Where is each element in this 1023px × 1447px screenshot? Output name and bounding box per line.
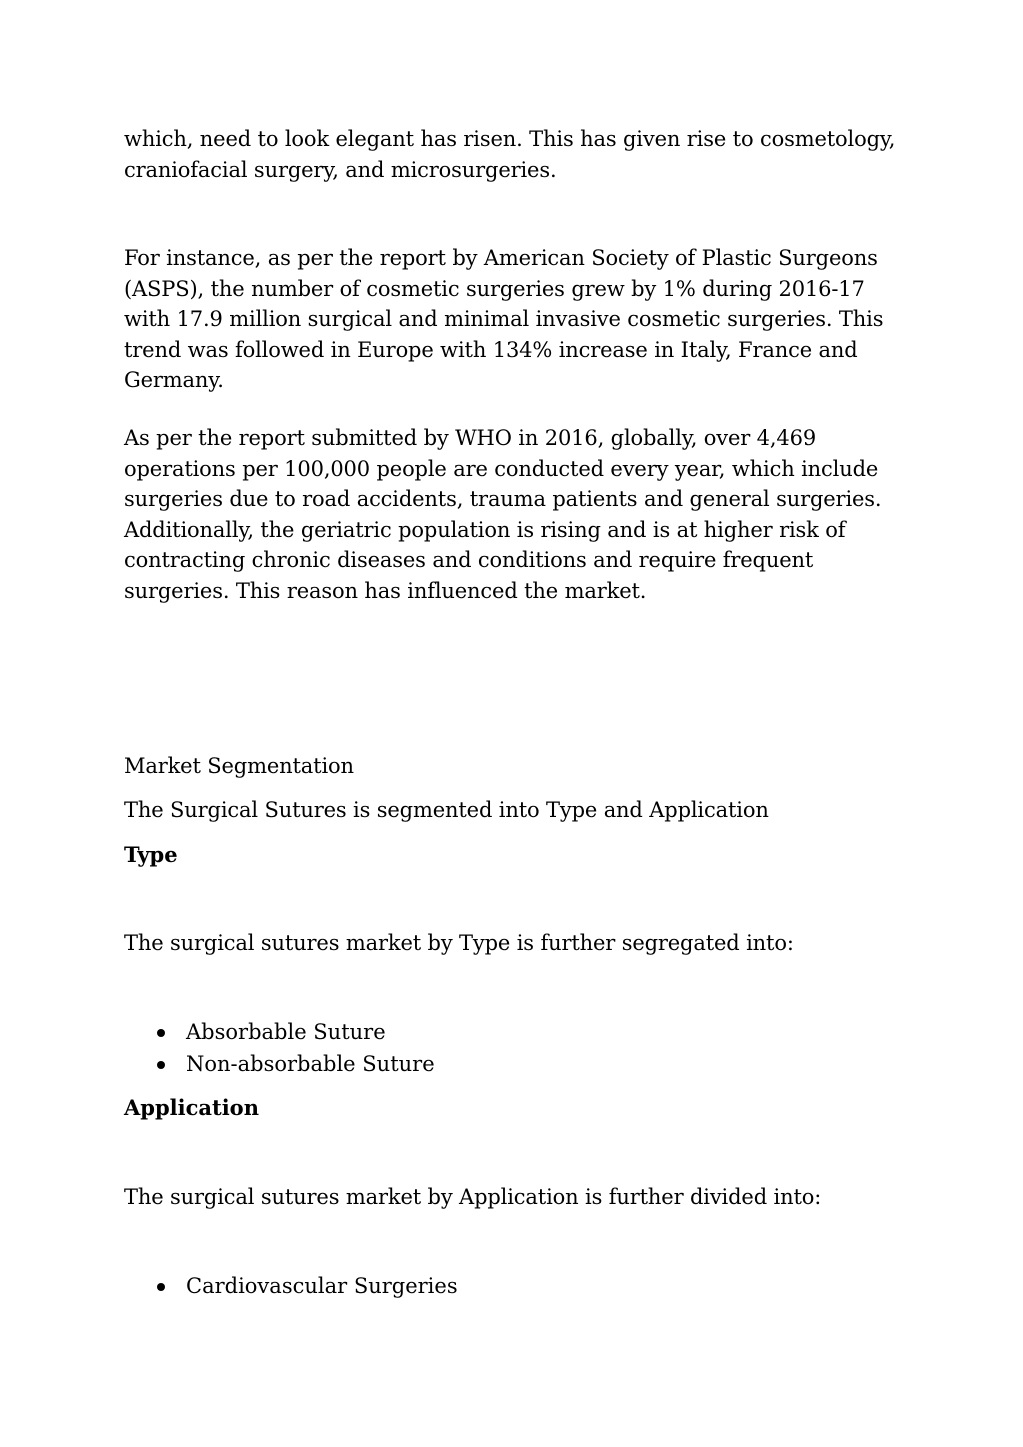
list-item-label: Cardiovascular Surgeries	[186, 1274, 458, 1298]
bullet-icon	[157, 1283, 165, 1291]
bullet-icon	[157, 1029, 165, 1037]
bullet-icon	[157, 1061, 165, 1069]
list-item	[124, 1049, 435, 1081]
application-intro: The surgical sutures market by Application is further divided into:	[124, 1185, 822, 1209]
paragraph-asps-report: For instance, as per the report by American Society of Plastic Surgeons (ASPS), the number of cosmetic surgeries grew by 1% during 2016-17 with 17.9 million surgical and minimal invasive cosmetic surgeries. This trend was followed in Europe with 134% increase in Italy, France and Germany.	[124, 246, 884, 392]
application-heading: Application	[124, 1095, 259, 1120]
type-list	[124, 1017, 435, 1080]
type-heading: Type	[124, 842, 178, 867]
paragraph-cosmetology: which, need to look elegant has risen. This has given rise to cosmetology, craniofacial surgery, and microsurgeries.	[124, 127, 896, 182]
application-list	[124, 1271, 458, 1303]
segmentation-title: Market Segmentation	[124, 754, 354, 778]
paragraph-who-report: As per the report submitted by WHO in 2016, globally, over 4,469 operations per 100,000 people are conducted every year, which include surgeries due to road accidents, trauma patients and general surgeries. Additionally, the geriatric population is rising and is at higher risk of contracting chronic diseases and conditions and require frequent surgeries. This reason has influenced the market.	[124, 426, 882, 603]
segmentation-intro: The Surgical Sutures is segmented into Type and Application	[124, 798, 769, 822]
type-intro: The surgical sutures market by Type is further segregated into:	[124, 931, 794, 955]
list-item	[124, 1271, 458, 1303]
list-item-label: Non-absorbable Suture	[186, 1051, 435, 1076]
list-item	[124, 1017, 435, 1049]
list-item-label: Absorbable Suture	[186, 1020, 386, 1044]
